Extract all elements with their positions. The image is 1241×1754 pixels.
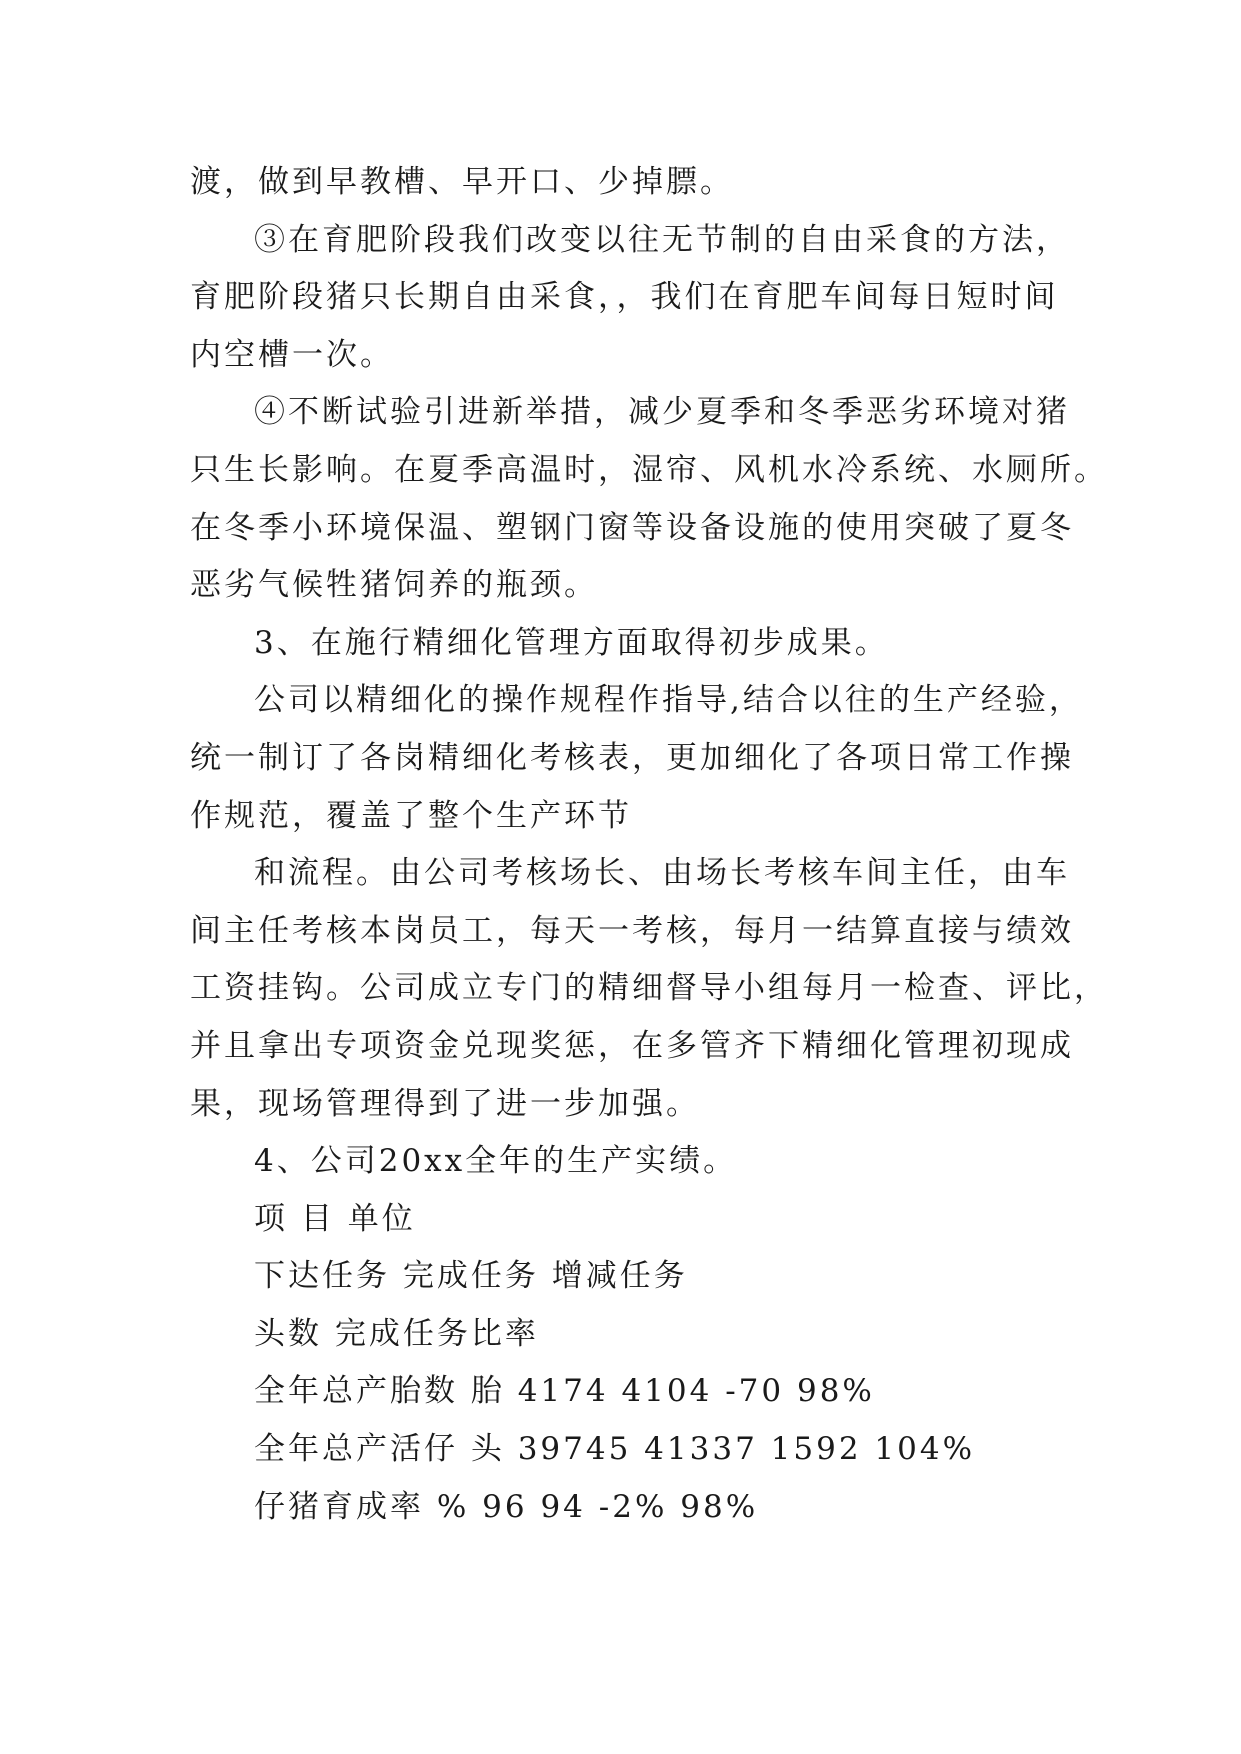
section-heading: 3、在施行精细化管理方面取得初步成果。: [254, 624, 889, 661]
text-line: 果，现场管理得到了进一步加强。: [190, 1085, 700, 1122]
text-line: 育肥阶段猪只长期自由采食，，我们在育肥车间每日短时间: [190, 279, 1059, 316]
text-line: 统一制订了各岗精细化考核表，更加细化了各项日常工作操: [190, 739, 1074, 776]
section-heading: 4、公司20xx全年的生产实绩。: [254, 1143, 738, 1180]
text-line: 并且拿出专项资金兑现奖惩，在多管齐下精细化管理初现成: [190, 1027, 1074, 1064]
text-line: 只生长影响。在夏季高温时，湿帘、风机水冷系统、水厕所。: [190, 451, 1108, 488]
text-line: 作规范，覆盖了整个生产环节: [190, 797, 632, 834]
text-line: 和流程。由公司考核场长、由场长考核车间主任，由车: [254, 855, 1070, 892]
text-line: 工资挂钩。公司成立专门的精细督导小组每月一检查、评比，: [190, 970, 1108, 1007]
text-line: 间主任考核本岗员工，每天一考核，每月一结算直接与绩效: [190, 912, 1074, 949]
table-header-line: 头数 完成任务比率: [254, 1315, 539, 1352]
text-line: 在冬季小环境保温、塑钢门窗等设备设施的使用突破了夏冬: [190, 509, 1074, 546]
table-row: 全年总产活仔 头 39745 41337 1592 104%: [254, 1431, 976, 1468]
text-line: ④不断试验引进新举措，减少夏季和冬季恶劣环境对猪: [254, 394, 1070, 431]
text-line: 内空槽一次。: [190, 336, 394, 373]
table-header-line: 项 目 单位: [254, 1200, 416, 1237]
table-header-line: 下达任务 完成任务 增减任务: [254, 1258, 688, 1295]
document-body: [190, 154, 1108, 1536]
table-row: 仔猪育成率 % 96 94 -2% 98%: [254, 1488, 759, 1525]
text-line: 恶劣气候牲猪饲养的瓶颈。: [190, 567, 598, 604]
text-line: 渡，做到早教槽、早开口、少掉膘。: [190, 164, 734, 200]
text-line: 公司以精细化的操作规程作指导,结合以往的生产经验，: [254, 682, 1083, 719]
table-row: 全年总产胎数 胎 4174 4104 -70 98%: [254, 1373, 875, 1410]
text-line: ③在育肥阶段我们改变以往无节制的自由采食的方法，: [254, 221, 1070, 258]
